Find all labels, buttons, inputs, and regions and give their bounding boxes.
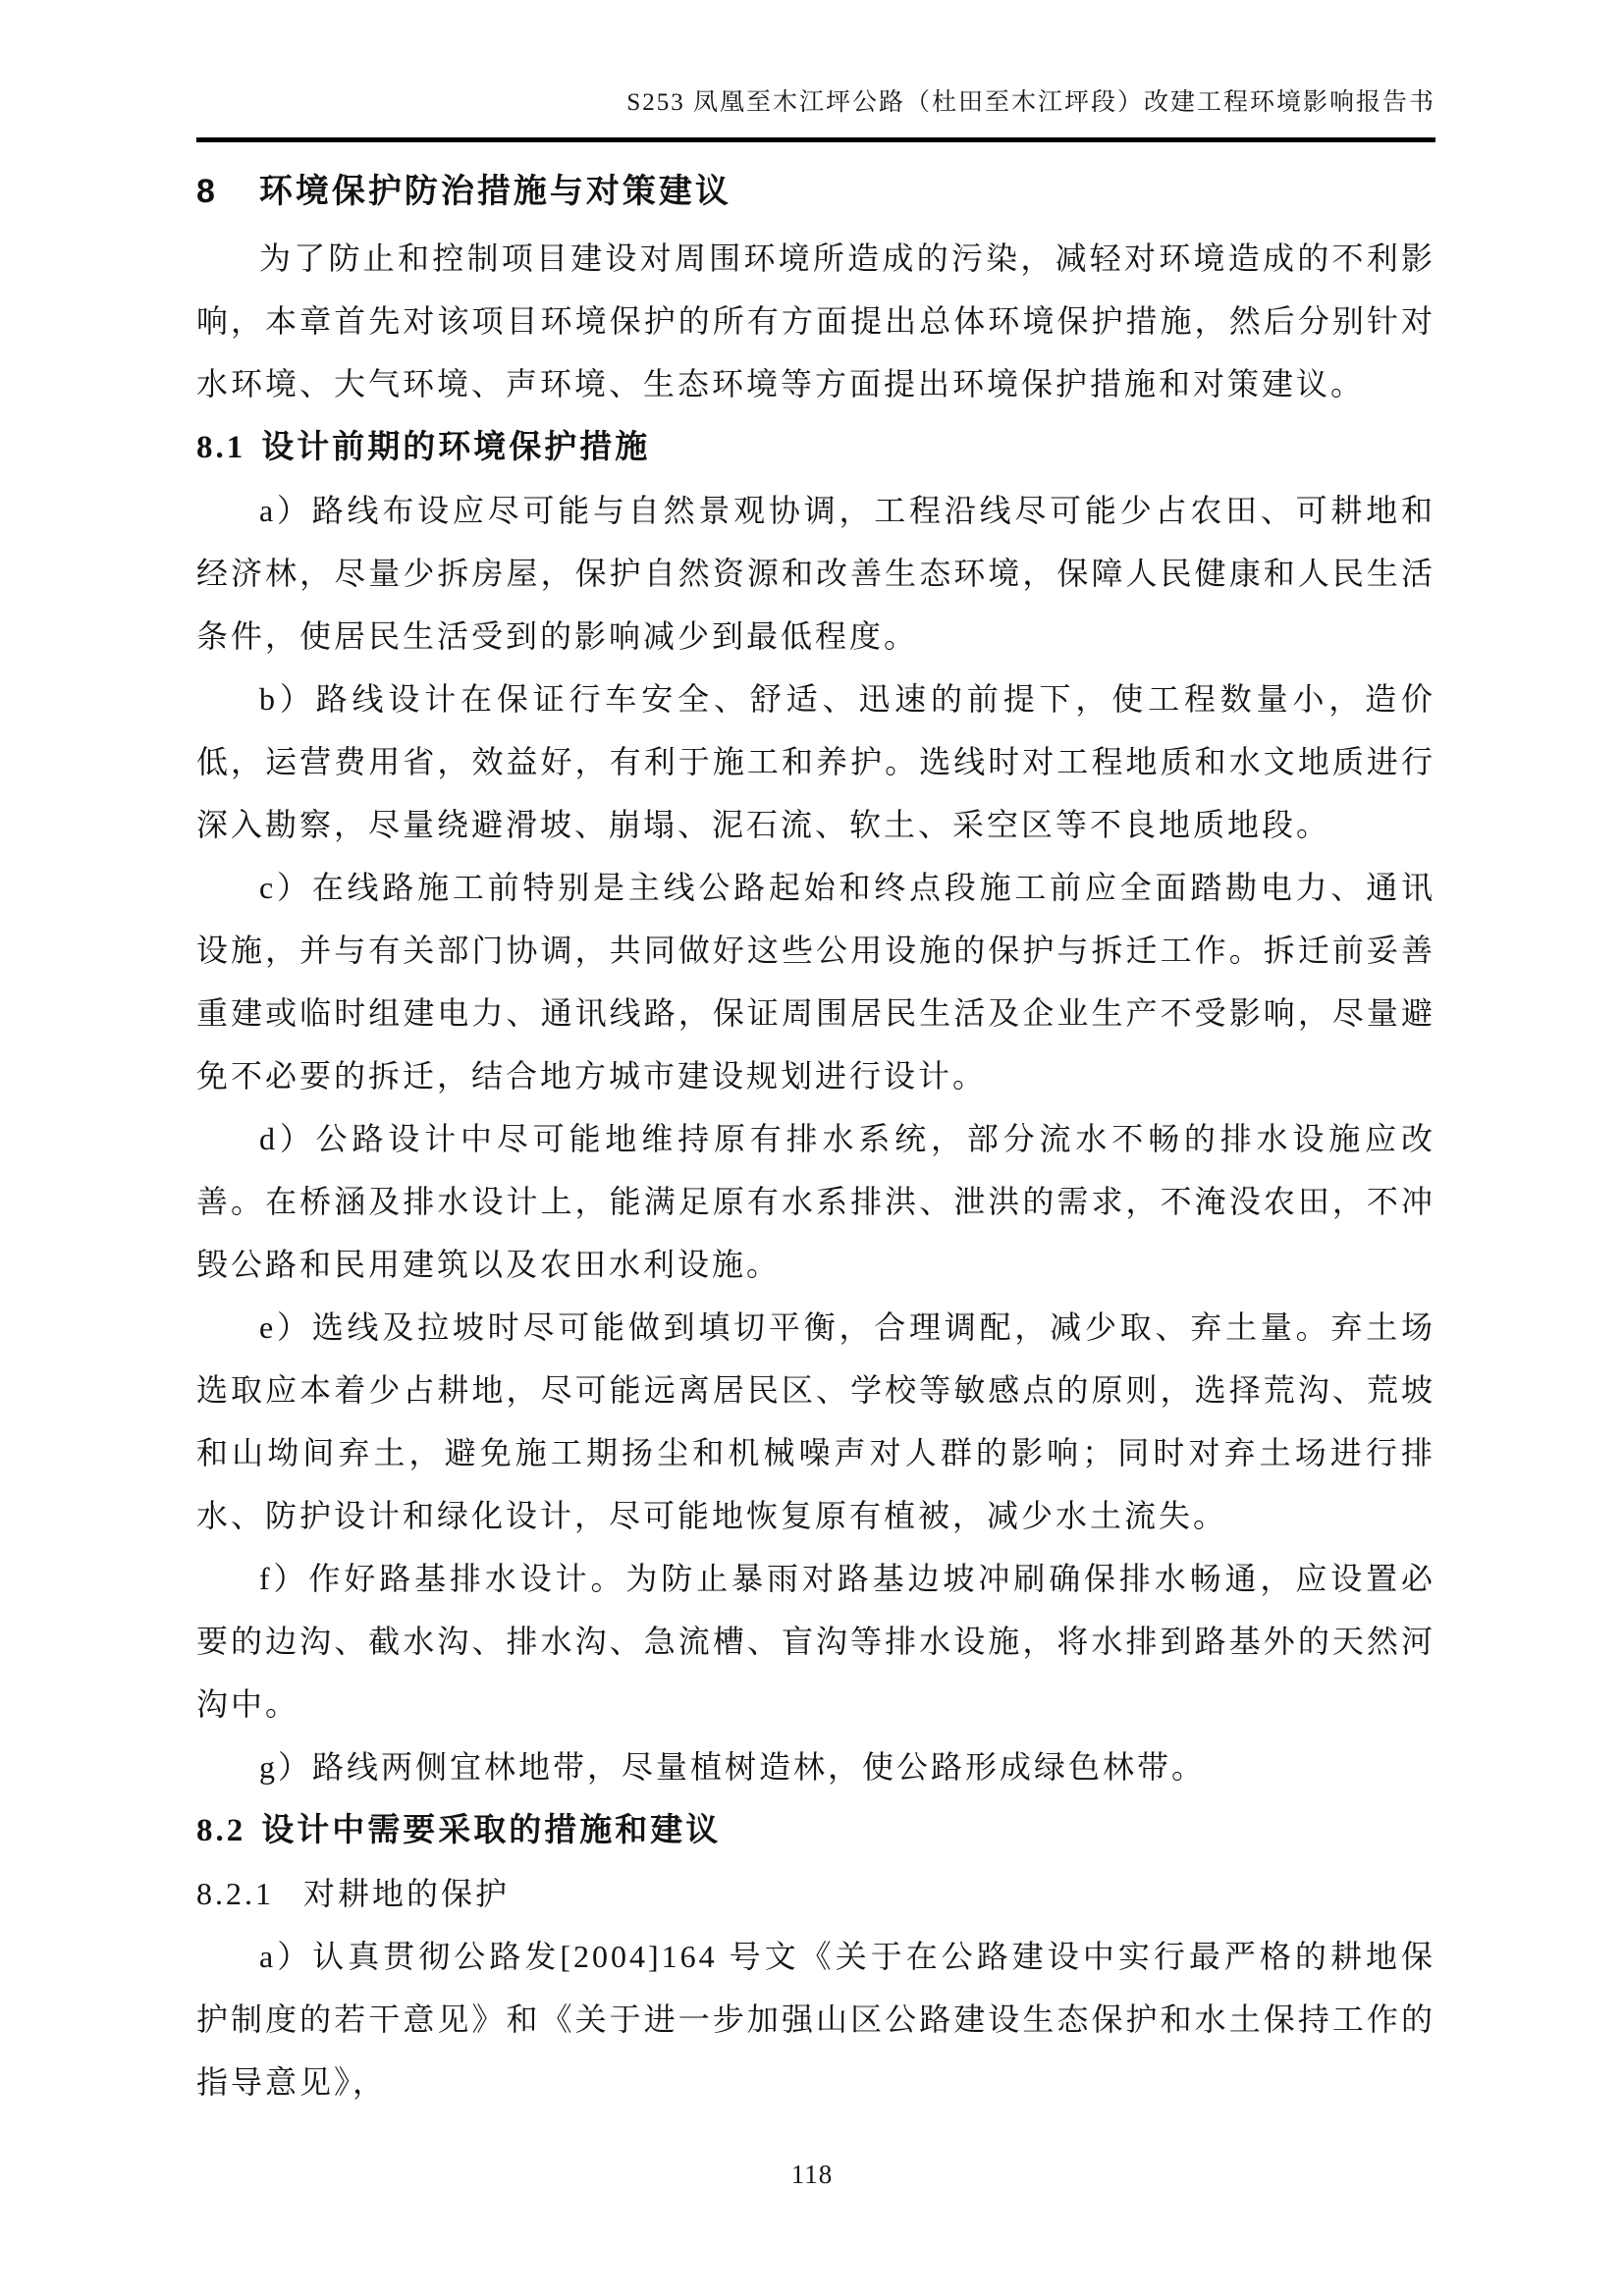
document-body bbox=[196, 166, 1435, 2113]
paragraph-8-1-d: d）公路设计中尽可能地维持原有排水系统，部分流水不畅的排水设施应改善。在桥涵及排水设计上，能满足原有水系排洪、泄洪的需求，不淹没农田，不冲毁公路和民用建筑以及农田水利设施。 bbox=[196, 1121, 1435, 1282]
chapter-number: 8 bbox=[196, 173, 218, 210]
subsection-title-8-2-1: 对耕地的保护 bbox=[303, 1876, 511, 1911]
paragraph-intro: 为了防止和控制项目建设对周围环境所造成的污染，减轻对环境造成的不利影响，本章首先对该项目环境保护的所有方面提出总体环境保护措施，然后分别针对水环境、大气环境、声环境、生态环境等方面提出环境保护措施和对策建议。 bbox=[196, 240, 1435, 401]
header-rule bbox=[196, 137, 1435, 142]
section-title-8-2: 设计中需要采取的措施和建议 bbox=[261, 1811, 722, 1847]
paragraph-8-1-g: g）路线两侧宜林地带，尽量植树造林，使公路形成绿色林带。 bbox=[259, 1749, 1207, 1785]
paragraph-8-1-b: b）路线设计在保证行车安全、舒适、迅速的前提下，使工程数量小，造价低，运营费用省，效益好，有利于施工和养护。选线时对工程地质和水文地质进行深入勘察，尽量绕避滑坡、崩塌、泥石流、软土、采空区等不良地质地段。 bbox=[196, 681, 1435, 842]
section-number-8-2: 8.2 bbox=[196, 1813, 246, 1848]
paragraph-8-1-e: e）选线及拉坡时尽可能做到填切平衡，合理调配，减少取、弃土量。弃土场选取应本着少占耕地，尽可能远离居民区、学校等敏感点的原则，选择荒沟、荒坡和山坳间弃土，避免施工期扬尘和机械噪声对人群的影响；同时对弃土场进行排水、防护设计和绿化设计，尽可能地恢复原有植被，减少水土流失。 bbox=[196, 1309, 1435, 1533]
page-footer bbox=[0, 2160, 1624, 2190]
paragraph-8-1-c: c）在线路施工前特别是主线公路起始和终点段施工前应全面踏勘电力、通讯设施，并与有关部门协调，共同做好这些公用设施的保护与拆迁工作。拆迁前妥善重建或临时组建电力、通讯线路，保证周围居民生活及企业生产不受影响，尽量避免不必要的拆迁，结合地方城市建设规划进行设计。 bbox=[196, 870, 1435, 1094]
running-header-title: S253 凤凰至木江坪公路（杜田至木江坪段）改建工程环境影响报告书 bbox=[626, 89, 1435, 116]
page-number: 118 bbox=[790, 2160, 834, 2189]
section-heading-8-1 bbox=[196, 415, 1435, 479]
section-number-8-1: 8.1 bbox=[196, 430, 246, 465]
running-header bbox=[196, 0, 1435, 120]
paragraph-8-1-f: f）作好路基排水设计。为防止暴雨对路基边坡冲刷确保排水畅通，应设置必要的边沟、截水沟、排水沟、急流槽、盲沟等排水设施，将水排到路基外的天然河沟中。 bbox=[196, 1561, 1435, 1722]
chapter-heading bbox=[196, 166, 1435, 217]
subsection-number-8-2-1: 8.2.1 bbox=[196, 1876, 274, 1911]
subsection-heading-8-2-1 bbox=[196, 1862, 1435, 1925]
paragraph-8-1-a: a）路线布设应尽可能与自然景观协调，工程沿线尽可能少占农田、可耕地和经济林，尽量少拆房屋，保护自然资源和改善生态环境，保障人民健康和人民生活条件，使居民生活受到的影响减少到最低程度。 bbox=[196, 493, 1435, 654]
section-title-8-1: 设计前期的环境保护措施 bbox=[261, 428, 651, 464]
chapter-title: 环境保护防治措施与对策建议 bbox=[258, 173, 731, 210]
paragraph-8-2-1-a: a）认真贯彻公路发[2004]164 号文《关于在公路建设中实行最严格的耕地保护制度的若干意见》和《关于进一步加强山区公路建设生态保护和水土保持工作的指导意见》， bbox=[196, 1939, 1435, 2100]
section-heading-8-2 bbox=[196, 1798, 1435, 1862]
